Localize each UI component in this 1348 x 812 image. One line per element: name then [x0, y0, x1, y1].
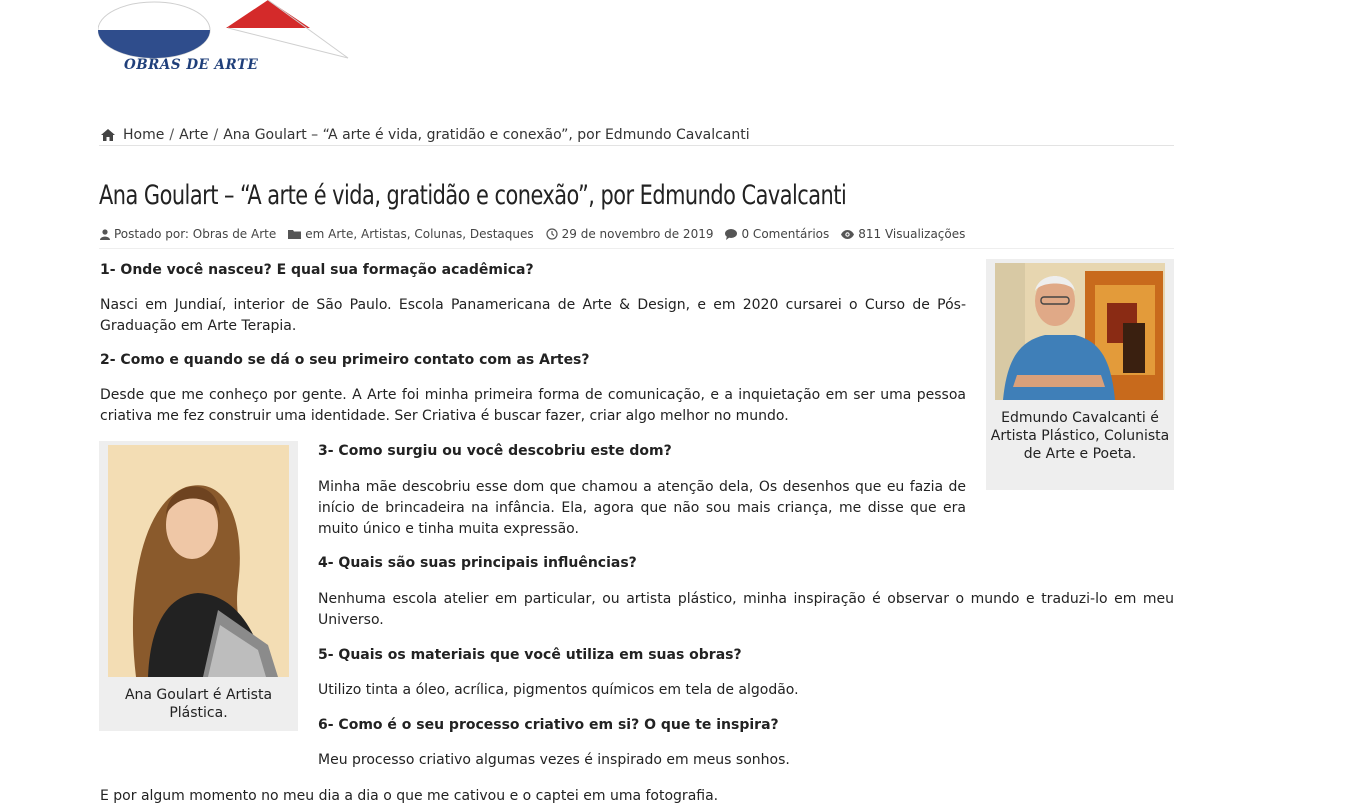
user-icon — [100, 229, 110, 240]
answer-1: Nasci em Jundiaí, interior de São Paulo. Escola Panamericana de Arte & Design, e em 2020 cursarei o Curso de Pós-Graduação em Arte Terapia. — [100, 297, 966, 334]
question-6: 6- Como é o seu processo criativo em si? O que te inspira? — [318, 717, 779, 733]
answer-3: Minha mãe descobriu esse dom que chamou a atenção dela, Os desenhos que eu fazia de início de brincadeira na infância. Ela, agora que não sou mais criança, me disse que era muito único e tinha muita expressão. — [318, 479, 966, 537]
answer-5: Utilizo tinta a óleo, acrílica, pigmentos químicos em tela de algodão. — [318, 682, 799, 698]
logo-text: OBRAS DE ARTE — [124, 57, 259, 73]
figure-edmundo — [986, 259, 1174, 490]
folder-icon — [288, 229, 301, 239]
post-date: 29 de novembro de 2019 — [546, 227, 714, 241]
breadcrumb-separator: / — [169, 126, 175, 143]
breadcrumb-home-link[interactable]: Home — [123, 126, 165, 143]
figure-ana — [99, 441, 298, 731]
question-3: 3- Como surgiu ou você descobriu este dom? — [318, 443, 672, 459]
eye-icon — [841, 230, 854, 239]
question-1: 1- Onde você nasceu? E qual sua formação acadêmica? — [100, 262, 534, 278]
post-author[interactable]: Postado por: Obras de Arte — [100, 227, 276, 241]
question-2: 2- Como e quando se dá o seu primeiro contato com as Artes? — [100, 352, 590, 368]
breadcrumb-current: Ana Goulart – “A arte é vida, gratidão e conexão”, por Edmundo Cavalcanti — [223, 126, 750, 143]
breadcrumb-separator: / — [213, 126, 219, 143]
figure-caption-ana: Ana Goulart é Artista Plástica. — [124, 687, 273, 721]
breadcrumb-category-link[interactable]: Arte — [179, 126, 209, 143]
breadcrumb — [101, 123, 1174, 146]
post-title: Ana Goulart – “A arte é vida, gratidão e conexão”, por Edmundo Cavalcanti — [99, 180, 847, 211]
breadcrumb-divider — [99, 145, 1174, 146]
ana-photo[interactable] — [108, 445, 289, 677]
answer-6: Meu processo criativo algumas vezes é inspirado em meus sonhos. — [318, 752, 790, 768]
question-4: 4- Quais são suas principais influências? — [318, 555, 637, 571]
answer-2: Desde que me conheço por gente. A Arte foi minha primeira forma de comunicação, e a inquietação em ser uma pessoa criativa me fez construir uma identidade. Ser Criativa é buscar fazer, criar algo melhor no mundo. — [100, 387, 966, 424]
post-comments[interactable]: 0 Comentários — [725, 227, 829, 241]
post-views: 811 Visualizações — [841, 227, 965, 241]
edmundo-photo[interactable] — [995, 263, 1165, 400]
post-meta — [100, 227, 977, 241]
answer-4: Nenhuma escola atelier em particular, ou artista plástico, minha inspiração é observar o mundo e traduzi-lo em meu Universo. — [318, 591, 1174, 628]
clock-icon — [546, 228, 558, 240]
site-logo[interactable] — [98, 0, 350, 76]
meta-divider — [99, 248, 1174, 249]
answer-6-continued: E por algum momento no meu dia a dia o que me cativou e o captei em uma fotografia. — [100, 788, 719, 804]
comments-icon — [725, 229, 737, 240]
figure-caption-edmundo: Edmundo Cavalcanti é Artista Plástico, Colunista de Arte e Poeta. — [990, 410, 1170, 462]
question-5: 5- Quais os materiais que você utiliza em suas obras? — [318, 647, 742, 663]
post-categories[interactable]: em Arte, Artistas, Colunas, Destaques — [288, 227, 533, 241]
home-icon — [101, 129, 115, 141]
